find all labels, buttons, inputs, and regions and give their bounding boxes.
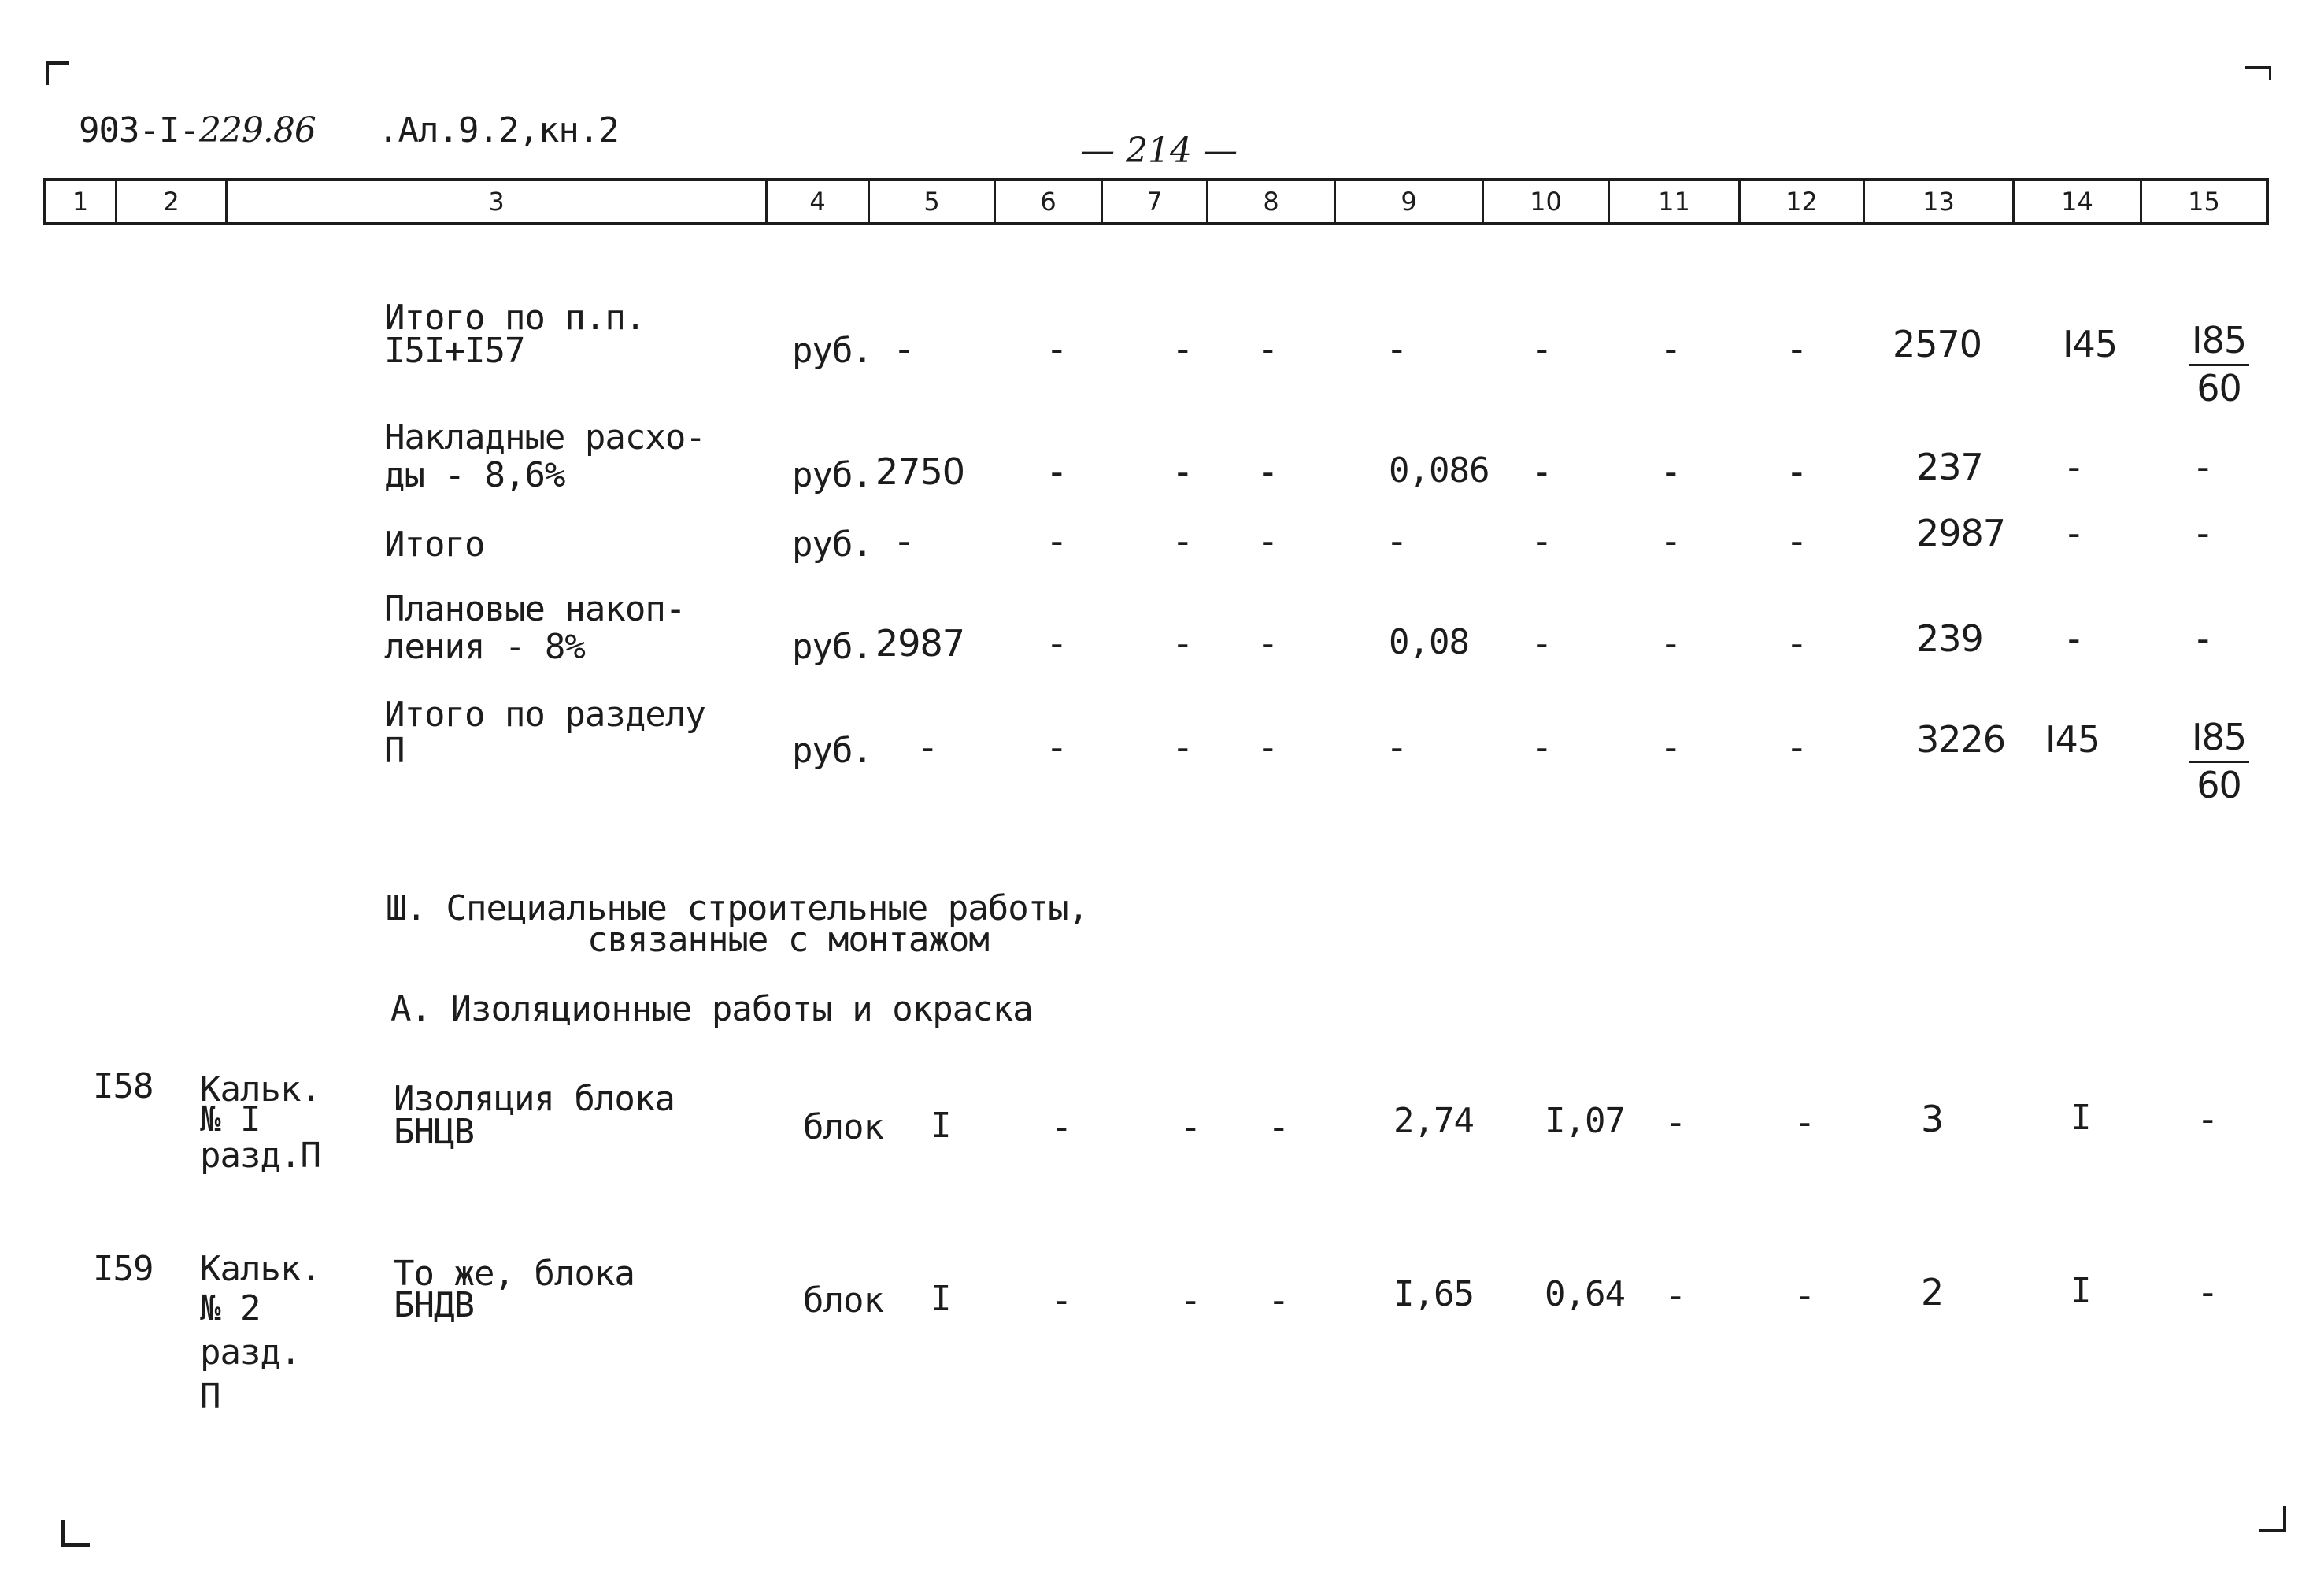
cell-col5: - <box>921 726 934 769</box>
cell-col14: I <box>2071 1271 2091 1311</box>
cell-col7: - <box>1184 1279 1197 1321</box>
cell-col14: I45 <box>2063 323 2118 365</box>
cell-col15: - <box>2196 617 2209 660</box>
cell-col14: I <box>2071 1098 2091 1138</box>
cell-col11: - <box>1669 1101 1682 1143</box>
column-header: 9 <box>1334 181 1482 222</box>
column-header: 4 <box>765 181 868 222</box>
cell-col15: - <box>2201 1271 2214 1313</box>
cell-col8: - <box>1261 520 1274 562</box>
row-label: Накладные расхо- <box>384 417 705 458</box>
row-label: Плановые накоп- <box>384 589 686 629</box>
unit-cell: руб. <box>792 455 872 495</box>
row-label: Итого <box>384 524 485 565</box>
cell-col13: 2 <box>1921 1271 1944 1313</box>
item-number: I59 <box>93 1249 154 1289</box>
cell-col12: - <box>1790 328 1803 370</box>
unit-cell: блок <box>803 1280 883 1321</box>
item-name: Изоляция блока <box>394 1079 675 1119</box>
cell-col12: - <box>1790 622 1803 665</box>
cell-col11: - <box>1664 622 1677 665</box>
row-label: Итого по разделу <box>384 695 705 735</box>
unit-cell: руб. <box>792 524 872 565</box>
cell-col15-fraction <box>2189 318 2249 411</box>
cell-col11: - <box>1664 328 1677 370</box>
cell-col13: 239 <box>1916 617 1983 660</box>
item-name-cont: БНЦВ <box>394 1112 474 1152</box>
cell-col7: - <box>1176 450 1189 493</box>
section-title: Ш. Специальные строительные работы, <box>386 888 1089 928</box>
cell-col12: - <box>1798 1274 1811 1317</box>
cell-col5: 2750 <box>875 450 965 493</box>
cell-col12: - <box>1798 1101 1811 1143</box>
column-header: 7 <box>1101 181 1206 222</box>
corner-mark-top-right <box>2245 66 2271 80</box>
cell-col7: - <box>1176 622 1189 665</box>
cell-col7: - <box>1184 1106 1197 1148</box>
fraction-denominator: 60 <box>2196 366 2241 409</box>
row-label-cont: П <box>384 731 405 771</box>
cell-col15-fraction <box>2189 715 2249 808</box>
calc-ref-number: № I <box>200 1099 261 1139</box>
cell-col8: - <box>1261 450 1274 493</box>
cell-col12: - <box>1790 520 1803 562</box>
document-section-ref: .Ал.9.2,кн.2 <box>378 110 619 150</box>
cell-col6: - <box>1055 1106 1068 1148</box>
unit-cell: руб. <box>792 627 872 667</box>
cell-col9: - <box>1390 328 1403 370</box>
cell-col14: - <box>2067 512 2080 554</box>
cell-col12: - <box>1790 450 1803 493</box>
row-label: Итого по п.п. <box>384 298 646 338</box>
calc-ref: Кальк. <box>200 1069 320 1110</box>
fraction-denominator: 60 <box>2196 763 2241 806</box>
cell-col14: - <box>2067 446 2080 488</box>
cell-col13: 2987 <box>1916 512 2006 554</box>
cell-col15: - <box>2201 1098 2214 1140</box>
calc-ref-section: разд.П <box>200 1136 320 1176</box>
cell-col15: - <box>2196 446 2209 488</box>
column-header: 14 <box>2012 181 2140 222</box>
document-code <box>79 110 316 150</box>
cell-col5: - <box>897 520 910 562</box>
cell-col6: - <box>1050 726 1063 769</box>
cell-col10: I,07 <box>1545 1101 1625 1141</box>
cell-col9: I,65 <box>1393 1274 1474 1314</box>
cell-col5: 2987 <box>875 622 965 665</box>
cell-col8: - <box>1272 1106 1285 1148</box>
document-code-handwritten: 229.86 <box>198 110 316 150</box>
corner-mark-bottom-right <box>2259 1506 2286 1532</box>
document-code-prefix: 903-I- <box>79 110 199 150</box>
cell-col10: - <box>1535 328 1548 370</box>
cell-col9: 0,086 <box>1389 450 1490 491</box>
column-header: 15 <box>2140 181 2266 222</box>
fraction-numerator: I85 <box>2189 318 2249 366</box>
column-header: 6 <box>994 181 1101 222</box>
cell-col8: - <box>1261 328 1274 370</box>
cell-col5: I <box>931 1279 951 1319</box>
cell-col6: - <box>1055 1279 1068 1321</box>
cell-col10: - <box>1535 520 1548 562</box>
column-header: 8 <box>1206 181 1334 222</box>
cell-col10: - <box>1535 622 1548 665</box>
cell-col15: - <box>2196 512 2209 554</box>
cell-col6: - <box>1050 328 1063 370</box>
cell-col7: - <box>1176 520 1189 562</box>
column-header: 10 <box>1482 181 1608 222</box>
cell-col14: I45 <box>2045 718 2100 761</box>
column-header: 12 <box>1738 181 1863 222</box>
cell-col8: - <box>1272 1279 1285 1321</box>
cell-col10: - <box>1535 450 1548 493</box>
row-label-cont: ды - 8,6% <box>384 455 565 495</box>
column-header: 5 <box>868 181 994 222</box>
cell-col9: - <box>1390 726 1403 769</box>
cell-col5: I <box>931 1106 951 1146</box>
cell-col8: - <box>1261 726 1274 769</box>
cell-col11: - <box>1664 726 1677 769</box>
calc-ref-number: № 2 <box>200 1288 261 1328</box>
calc-ref-section-number: П <box>200 1376 220 1417</box>
cell-col12: - <box>1790 726 1803 769</box>
cell-col13: 3226 <box>1916 718 2006 761</box>
page-number: — 214 — <box>1080 131 1238 171</box>
cell-col6: - <box>1050 450 1063 493</box>
cell-col13: 3 <box>1921 1098 1944 1140</box>
cell-col13: 2570 <box>1893 323 1982 365</box>
cell-col13: 237 <box>1916 446 1983 488</box>
cell-col11: - <box>1664 520 1677 562</box>
section-title-cont: связанные с монтажом <box>587 920 989 960</box>
corner-mark-top-left <box>46 61 69 85</box>
cell-col5: - <box>897 328 910 370</box>
cell-col11: - <box>1669 1274 1682 1317</box>
cell-col10: 0,64 <box>1545 1274 1625 1314</box>
item-name: То же, блока <box>394 1254 635 1294</box>
unit-cell: руб. <box>792 731 872 771</box>
cell-col9: 0,08 <box>1389 622 1469 662</box>
cell-col9: - <box>1390 520 1403 562</box>
item-name-cont: БНДВ <box>394 1285 474 1325</box>
cell-col11: - <box>1664 450 1677 493</box>
calc-ref: Кальк. <box>200 1249 320 1289</box>
cell-col8: - <box>1261 622 1274 665</box>
column-header: 1 <box>72 187 89 217</box>
cell-col7: - <box>1176 328 1189 370</box>
column-header: 11 <box>1608 181 1738 222</box>
column-header: 2 <box>115 181 225 222</box>
row-label-cont: I5I+I57 <box>384 331 525 371</box>
column-header: 13 <box>1863 181 2012 222</box>
cell-col7: - <box>1176 726 1189 769</box>
column-header-row <box>43 178 2269 225</box>
unit-cell: блок <box>803 1107 883 1147</box>
cell-col9: 2,74 <box>1393 1101 1474 1141</box>
section-subtitle: А. Изоляционные работы и окраска <box>390 989 1033 1029</box>
cell-col14: - <box>2067 617 2080 660</box>
fraction-numerator: I85 <box>2189 715 2249 763</box>
cell-col6: - <box>1050 520 1063 562</box>
corner-mark-bottom-left <box>61 1520 90 1547</box>
column-header: 3 <box>225 181 765 222</box>
cell-col10: - <box>1535 726 1548 769</box>
cell-col6: - <box>1050 622 1063 665</box>
item-number: I58 <box>93 1066 154 1106</box>
unit-cell: руб. <box>792 331 872 371</box>
calc-ref-section: разд. <box>200 1332 301 1373</box>
row-label-cont: ления - 8% <box>384 627 585 667</box>
